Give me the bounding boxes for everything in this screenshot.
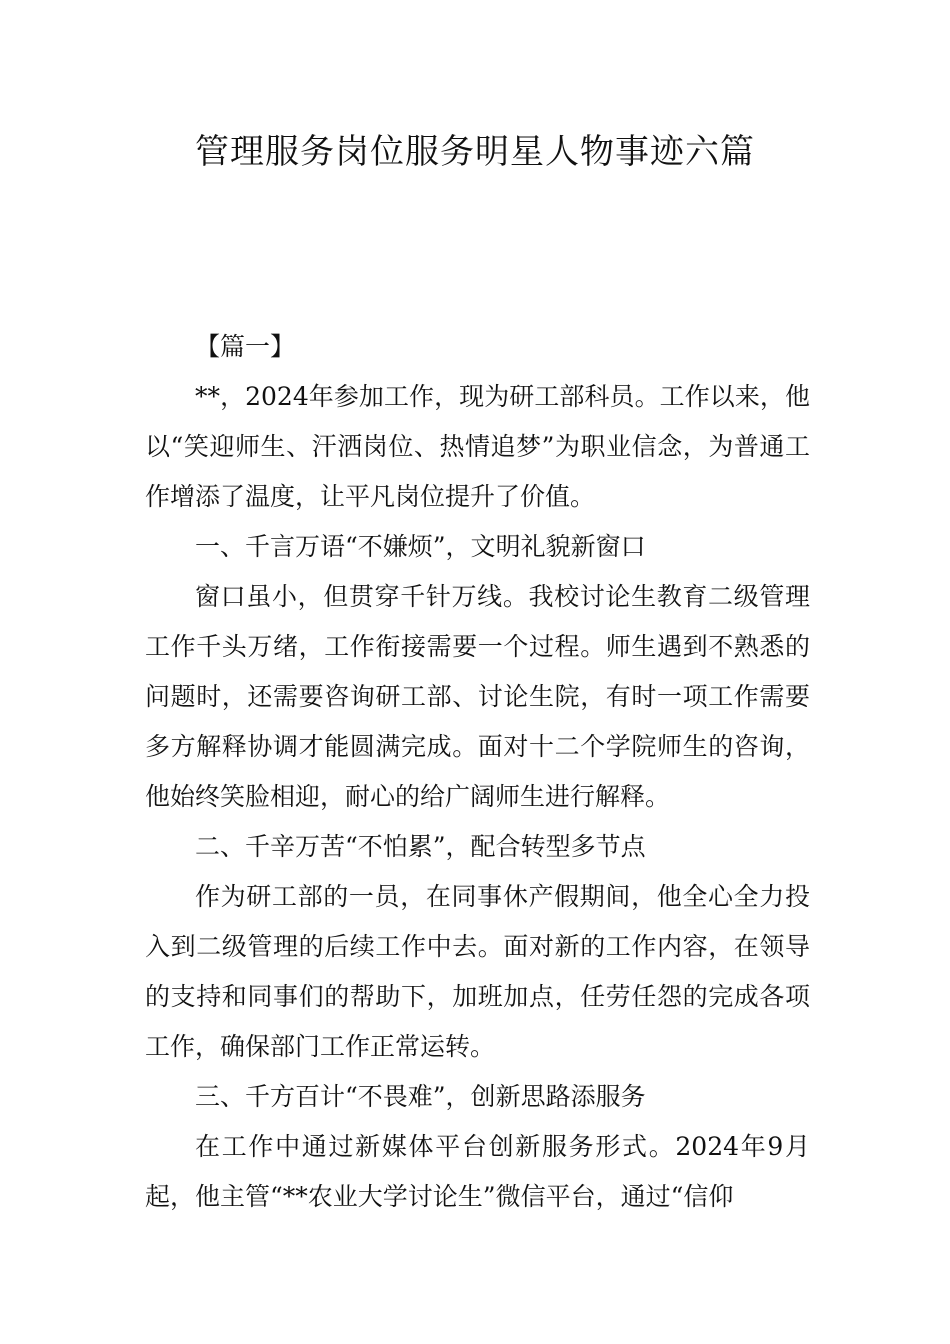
intro-paragraph: **，2024年参加工作，现为研工部科员。工作以来，他以“笑迎师生、汗洒岗位、热情追梦”为职业信念，为普通工作增添了温度，让平凡岗位提升了价值。 — [145, 382, 810, 511]
document-body — [145, 322, 810, 1222]
document-title: 管理服务岗位服务明星人物事迹六篇 — [195, 132, 755, 172]
section-heading-part-one: 【篇一】 — [195, 332, 296, 361]
subheading-one: 一、千言万语“不嫌烦”，文明礼貌新窗口 — [195, 532, 646, 561]
subheading-two: 二、千辛万苦“不怕累”，配合转型多节点 — [195, 832, 646, 861]
body-paragraph: 在工作中通过新媒体平台创新服务形式。2024年9月起，他主管“**农业大学讨论生”微信平台，通过“信仰 — [145, 1132, 810, 1211]
body-paragraph: 窗口虽小，但贯穿千针万线。我校讨论生教育二级管理工作千头万绪，工作衔接需要一个过程。师生遇到不熟悉的问题时，还需要咨询研工部、讨论生院，有时一项工作需要多方解释协调才能圆满完成。面对十二个学院师生的咨询，他始终笑脸相迎，耐心的给广阔师生进行解释。 — [145, 582, 810, 811]
body-paragraph: 作为研工部的一员，在同事休产假期间，他全心全力投入到二级管理的后续工作中去。面对新的工作内容，在领导的支持和同事们的帮助下，加班加点，任劳任怨的完成各项工作，确保部门工作正常运转。 — [145, 882, 810, 1061]
subheading-three: 三、千方百计“不畏难”，创新思路添服务 — [195, 1082, 646, 1111]
